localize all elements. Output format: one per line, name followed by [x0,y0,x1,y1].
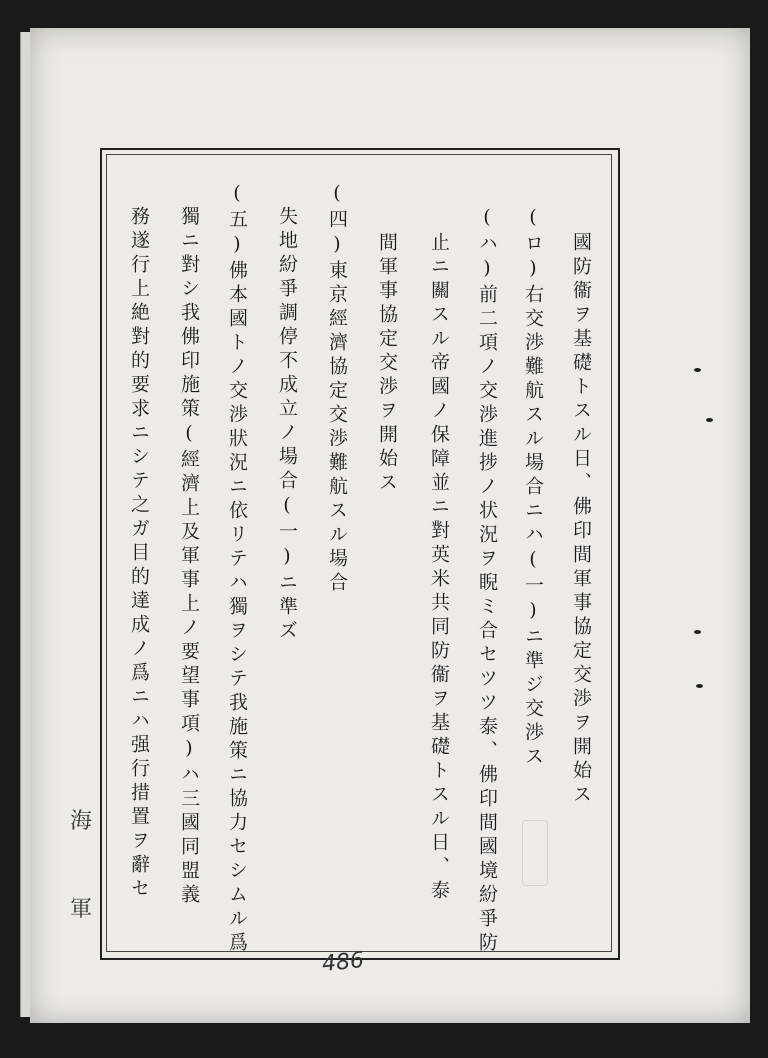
text-column-5: 間軍事協定交渉ヲ開始ス [376,232,398,496]
hole-mark [706,418,713,422]
hole-mark [694,368,701,372]
text-column-7: 失地紛爭調停不成立ノ場合(一)ニ準ズ [276,206,298,644]
text-column-10: 務遂行上絶對的要求ニシテ之ガ目的達成ノ爲ニハ强行措置ヲ辭セ [128,206,150,902]
text-column-8: (五)佛本國トノ交渉狀況ニ依リテハ獨ヲシテ我施策ニ協力セシムル爲 [226,182,248,956]
hole-mark [696,684,703,688]
margin-label-bottom: 軍 [70,897,93,922]
page-number: 486 [320,947,366,978]
text-column-1: 國防衞ヲ基礎トスル日、佛印間軍事協定交渉ヲ開始ス [570,232,592,808]
text-column-4: 止ニ關スル帝國ノ保障並ニ對英米共同防衞ヲ基礎トスル日、泰 [428,232,450,904]
text-column-9: 獨ニ對シ我佛印施策(經濟上及軍事上ノ要望事項)ハ三國同盟義 [178,206,200,908]
hole-mark [694,630,701,634]
faded-stamp [522,820,548,886]
text-column-3: (ハ)前二項ノ交渉進捗ノ状況ヲ睨ミ合セツツ泰、佛印間國境紛爭防 [476,206,498,956]
text-column-2: (ロ)右交渉難航スル場合ニハ(一)ニ準ジ交渉ス [522,206,544,770]
text-column-6: (四)東京經濟協定交渉難航スル場合 [326,182,348,596]
margin-label-top: 海 [70,809,93,834]
